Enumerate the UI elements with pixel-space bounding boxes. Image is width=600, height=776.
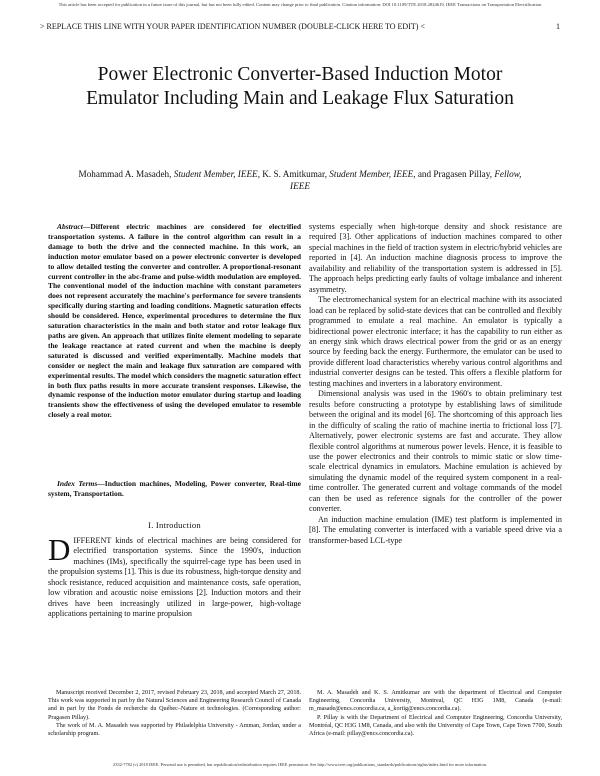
body-paragraph: Dimensional analysis was used in the 1960's to obtain preliminary test results before constructing a prototype by establishing laws of similitude between the original and its model [6]. The shortcoming of this approach lies in the difficulty of scaling the ratio of machine inertia to frictional loss [7]. Alternatively, power electronic systems are fast and accurate. They allow flexible control algorithms at numerous power levels. Hence, it is feasible to use the power electronics and their controls to mimic static or slow time-scale electrical dynamics in emulators. Machine emulation is achieved by simulating the dynamic model of the required system component in a real-time controller. The generated current and voltage commands of the model can then be used as reference signals for the controller of the power converter. xyxy=(309,389,562,514)
copyright-footer: 2332-7782 (c) 2018 IEEE. Personal use is permitted, but republication/redistribution requires IEEE permission. See http://www.ieee.org/publications_standards/publications/rights/index.html for more information. xyxy=(113,762,487,767)
footnotes-left xyxy=(48,689,301,738)
body-paragraph: The electromechanical system for an electrical machine with its associated load can be replaced by solid-state devices that can be controlled and flexibly programmed to emulate a real machine. An emulator is typically a bidirectional power electronic interface; it has the capability to run either as an energy sink which draws electrical power from the grid or as an energy source by feeding back the energy. Furthermore, the emulator can be used to provide different load characteristics whereby various control algorithms and industrial converter designs can be tested. This offers a flexible platform for testing machines and inverters in a laboratory environment. xyxy=(309,295,562,388)
drop-cap: D xyxy=(48,532,71,567)
author-1: Mohammad A. Masadeh, xyxy=(78,169,174,179)
footnote: The work of M. A. Masadeh was supported by Philadelphia University - Amman, Jordan, under a scholarship program. xyxy=(48,722,301,738)
journal-notice: This article has been accepted for publication in a future issue of this journal, but has not been fully edited. Content may change prior to final publication. Citation information: DOI 10.1109/TTE.2018.2824619, IEEE Transactions on Transportation Electrification xyxy=(58,2,542,7)
abstract-text: —Different electric machines are considered for electrified transportation systems. A failure in the control algorithm can result in a damage to both the drive and the connected machine. In this work, an induction motor emulator based on a power electronic converter is developed to allow detailed testing the converter and controller. A proportional-resonant current controller in the abc-frame and pulse-width modulation are employed. The conventional model of the induction machine with constant parameters does not represent accurately the machine's performance for severe transients specifically during starting and loading conditions. Magnetic saturation effects should be considered. Hence, experimental procedures to determine the flux saturation characteristics in the main and both stator and rotor leakage flux paths are given. An approach that utilizes finite element modeling to separate the leakage reactance at rated current and when the machine is deeply saturated is discussed and verified experimentally. Machine models that consider or neglect the main and leakage flux saturation are compared with experimental results. The model which considers the magnetic saturation effect in both flux paths results in more accurate transient responses. Likewise, the dynamic response of the induction motor emulator during startup and loading transients show the effectiveness of using the developed emulator to resemble closely a real motor. xyxy=(48,222,301,420)
abstract-label: Abstract xyxy=(57,222,83,231)
footnote: P. Pillay is with the Department of Electrical and Computer Engineering, Concordia University, Montréal, QC H3G 1M8, Canada, and also with the University of Cape Town, Cape Town 7700, South Africa (e-mail: pillay@encs.concordia.ca). xyxy=(309,714,562,738)
footnote: M. A. Masadeh and K. S. Amitkumar are with the department of Electrical and Computer Engineering, Concordia University, Montreal, QC H3G 1M8, Canada (e-mail: m_masade@encs.concordia.ca, a_kortig@encs.concordia.ca). xyxy=(309,690,562,713)
index-terms-text: —Induction machines, Modeling, Power converter, Real-time system, Transportation. xyxy=(48,479,302,498)
author-2: , K. S. Amitkumar, xyxy=(257,169,330,179)
footnotes-right xyxy=(309,689,562,738)
introduction-paragraph xyxy=(48,532,301,620)
author-2-role: Student Member, IEEE xyxy=(329,169,414,179)
page-number: 1 xyxy=(556,22,560,31)
body-paragraph: systems especially when high-torque density and shock resistance are required [3]. Other applications of induction machines compared to other special machines in the field of traction system in electric/hybrid vehicles are reported in [4]. An induction machine diagnosis process to improve the availability and reliability of the transportation system is addressed in [5]. The approach helps predicting early faults of voltage imbalance and inherent asymmetry. xyxy=(309,222,562,294)
author-3-role: Fellow, IEEE xyxy=(290,169,522,191)
abstract xyxy=(48,222,301,420)
paper-title: Power Electronic Converter-Based Induction Motor Emulator Including Main and Leakage Flux Saturation xyxy=(86,64,514,109)
index-terms-label: Index Terms xyxy=(57,479,98,488)
section-heading-introduction: I. Introduction xyxy=(148,520,201,530)
index-terms xyxy=(48,479,301,499)
footnote: Manuscript received December 2, 2017, revised February 23, 2018, and accepted March 27, 2018. This work was supported in part by the Natural Sciences and Engineering Research Council of Canada and in part by the Fonds de recherche du Québec–Nature et technologies. (Corresponding author: Pragasen Pillay). xyxy=(48,690,301,721)
intro-text: IFFERENT kinds of electrical machines are being considered for electrified transportation systems. Since the 1990's, induction machines (IMs), specifically the squirrel-cage type has been used in the propulsion systems [1]. This is due its robustness, high-torque density and shock resistance, reduced acquisition and maintenance costs, safe operation, low vibration and acoustic noise emissions [2]. Induction motors and their drives have been increasingly utilized in large-power, high-voltage applications pertaining to marine propulsion xyxy=(48,536,301,619)
author-1-role: Student Member, IEEE xyxy=(173,169,258,179)
running-head xyxy=(40,22,560,31)
right-column-body xyxy=(309,222,562,546)
author-3: , and Pragasen Pillay, xyxy=(413,169,495,179)
author-list xyxy=(70,168,530,192)
body-paragraph: An induction machine emulation (IME) test platform is implemented in [8]. The emulating converter is interfaced with a variable speed drive via a transformer-based LCL-type xyxy=(309,514,562,545)
running-head-text: > REPLACE THIS LINE WITH YOUR PAPER IDENTIFICATION NUMBER (DOUBLE-CLICK HERE TO EDIT) < xyxy=(40,22,425,31)
